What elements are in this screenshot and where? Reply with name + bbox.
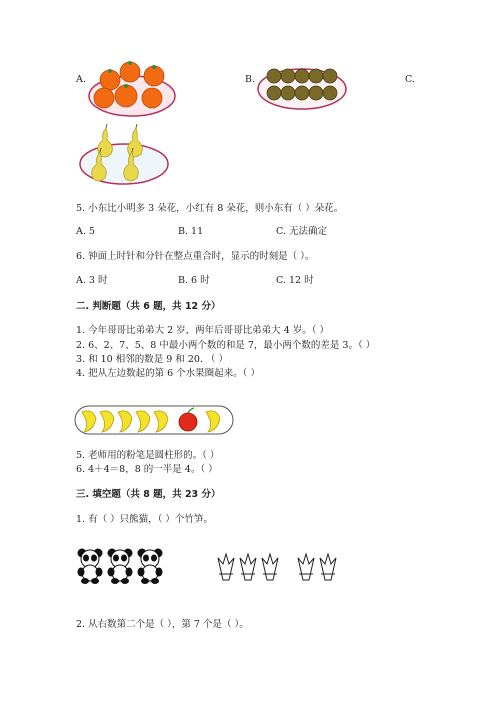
fruit-row-image (74, 402, 234, 438)
fill-item-2: 2. 从右数第二个是（ ），第 7 个是（ ）。 (76, 619, 249, 630)
pears-plate-image (76, 124, 170, 186)
judge-item-5: 5. 老师用的粉笔是圆柱形的。（ ） (76, 450, 220, 461)
q6-option-a: A. 3 时 (76, 275, 108, 286)
pandas-image (74, 548, 166, 584)
q5-option-b: B. 11 (178, 226, 204, 237)
q5-option-c: C. 无法确定 (276, 226, 327, 237)
option-b-label: B. (245, 74, 256, 85)
fill-item-1: 1. 有（ ）只熊猫，（ ）个竹笋。 (76, 514, 213, 525)
oranges-plate-image (86, 56, 178, 122)
q5-option-a: A. 5 (76, 226, 95, 237)
q6-option-b: B. 6 时 (178, 275, 210, 286)
judge-item-3: 3. 和 10 相邻的数是 9 和 20. （ ） (76, 354, 228, 365)
q5-text: 5. 小东比小明多 3 朵花，小红有 8 朵花，则小东有（ ）朵花。 (76, 203, 344, 214)
q6-option-c: C. 12 时 (276, 275, 314, 286)
option-c-label: C. (405, 74, 415, 85)
option-a-label: A. (76, 74, 86, 85)
q6-text: 6. 钟面上时针和分针在整点重合时，显示的时刻是（ ）。 (76, 251, 315, 262)
judge-item-1: 1. 今年哥哥比弟弟大 2 岁，两年后哥哥比弟弟大 4 岁。（ ） (76, 325, 330, 336)
judge-item-2: 2. 6、2、7、5、8 中最小两个数的和是 7，最小两个数的差是 3。（ ） (76, 340, 376, 351)
section2-heading: 二. 判断题（共 6 题，共 12 分） (76, 301, 221, 312)
bamboo-shoots-image (214, 552, 338, 582)
section3-heading: 三. 填空题（共 8 题，共 23 分） (76, 489, 221, 500)
judge-item-6: 6. 4＋4＝8，8 的一半是 4。（ ） (76, 464, 218, 475)
kiwis-plate-image (256, 62, 348, 112)
judge-item-4: 4. 把从左边数起的第 6 个水果圈起来。（ ） (76, 368, 260, 379)
